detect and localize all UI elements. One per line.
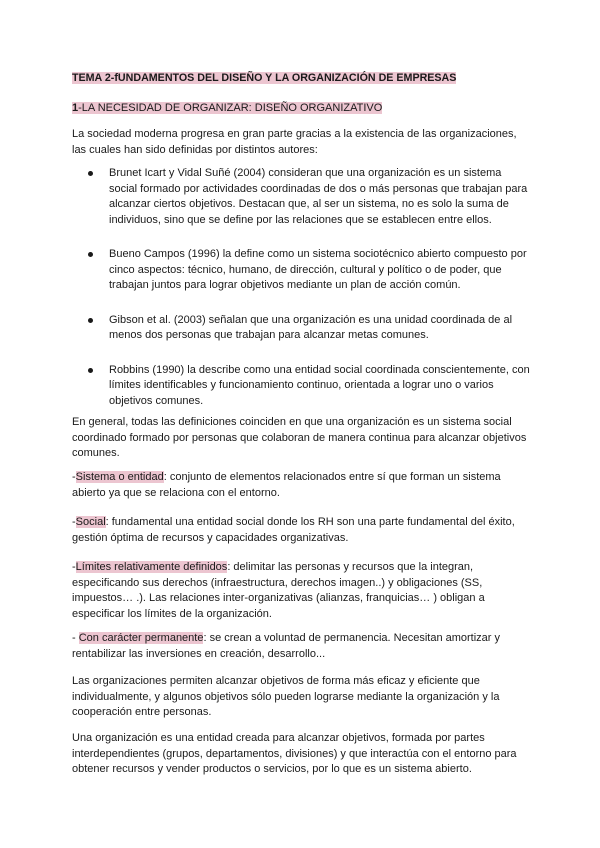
feature-prefix: -: [72, 516, 76, 528]
section-heading-text: -LA NECESIDAD DE ORGANIZAR: DISEÑO ORGANIZATIVO: [78, 102, 383, 114]
feature-prefix: -: [72, 632, 79, 644]
feature-permanente: [72, 631, 532, 662]
feature-text: : delimitar las personas y recursos que la integran, especificando sus derechos (infraestructura, derechos imagen..) y obligaciones (SS, impuestos… .). Las relaciones inter-organizativas (alianzas, franquicias… ) obligan a especificar los límites de la organización.: [72, 561, 485, 620]
feature-text: : conjunto de elementos relacionados entre sí que forman un sistema abierto ya que se relaciona con el entorno.: [72, 471, 501, 499]
paragraph-sistema-abierto: Una organización es una entidad creada para alcanzar objetivos, formada por partes interdependientes (grupos, departamentos, divisiones) y que interactúa con el entorno para obtener recursos y vender productos o servicios, por lo que es un sistema abierto.: [72, 732, 517, 775]
feature-label: Con carácter permanente: [78, 632, 204, 644]
document-title: [72, 71, 532, 87]
feature-social: [72, 515, 532, 546]
list-item: Gibson et al. (2003) señalan que una organización es una unidad coordinada de al menos dos personas que trabajan para alcanzar metas comunes.: [72, 313, 532, 344]
feature-label: Límites relativamente definidos: [75, 561, 228, 573]
paragraph-eficacia: Las organizaciones permiten alcanzar objetivos de forma más eficaz y eficiente que individualmente, y algunos objetivos sólo pueden lograrse mediante la organización y la cooperación entre personas.: [72, 675, 500, 718]
general-paragraph: En general, todas las definiciones coinciden en que una organización es un sistema social coordinado formado por personas que colaboran de manera continua para alcanzar objetivos comunes.: [72, 416, 527, 459]
definitions-list: [72, 166, 532, 428]
section-heading-highlight: [72, 102, 382, 114]
section-heading: [72, 101, 532, 117]
feature-text: : fundamental una entidad social donde los RH son una parte fundamental del éxito, gestión óptima de recursos y capacidades organizativas.: [72, 516, 515, 544]
feature-label: Sistema o entidad: [75, 471, 164, 483]
intro-paragraph: La sociedad moderna progresa en gran parte gracias a la existencia de las organizaciones, las cuales han sido definidas por distintos autores:: [72, 128, 517, 156]
list-item: Bueno Campos (1996) la define como un sistema sociotécnico abierto compuesto por cinco aspectos: técnico, humano, de dirección, cultural y político o de poder, que trabajan juntos para lograr objetivos mediante un plan de acción común.: [72, 247, 532, 294]
feature-text: : se crean a voluntad de permanencia. Necesitan amortizar y rentabilizar las inversiones en creación, desarrollo...: [72, 632, 501, 660]
feature-prefix: -: [72, 561, 76, 573]
title-highlight: TEMA 2-fUNDAMENTOS DEL DISEÑO Y LA ORGANIZACIÓN DE EMPRESAS: [72, 72, 457, 84]
section-number: 1: [72, 102, 79, 114]
feature-label: Social: [75, 516, 106, 528]
list-item: Robbins (1990) la describe como una entidad social coordinada conscientemente, con límites identificables y funcionamiento continuo, orientada a lograr uno o varios objetivos comunes.: [72, 363, 532, 410]
feature-sistema: [72, 470, 532, 501]
feature-limites: [72, 560, 532, 622]
feature-prefix: -: [72, 471, 76, 483]
list-item: Brunet Icart y Vidal Suñé (2004) consideran que una organización es un sistema social formado por actividades coordinadas de dos o más personas que trabajan para alcanzar ciertos objetivos. Destacan que, al ser un sistema, no es solo la suma de individuos, sino que se define por las relaciones que se establecen entre ellos.: [72, 166, 532, 228]
